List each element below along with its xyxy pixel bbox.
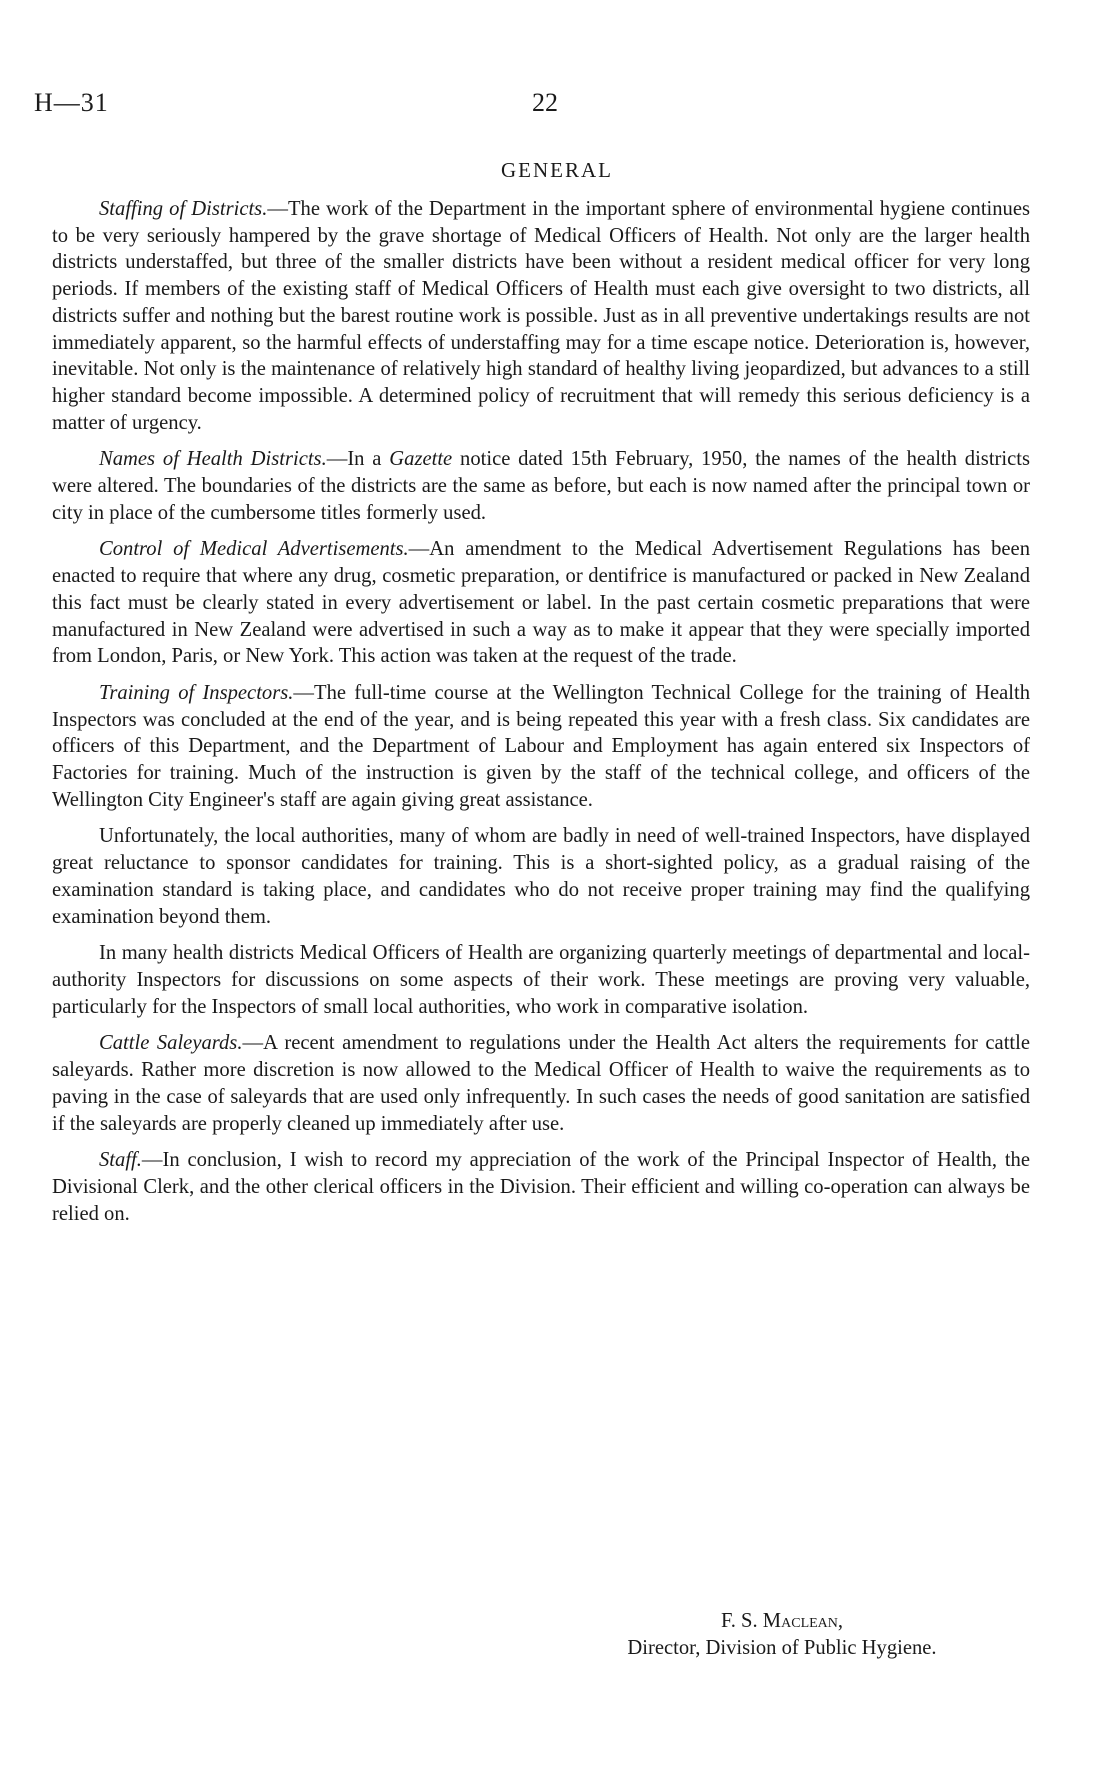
paragraph-title: Names of Health Districts. (99, 448, 327, 471)
paragraph-title: Cattle Saleyards. (99, 1032, 243, 1055)
section-heading: GENERAL (501, 158, 613, 182)
gazette-reference: Gazette (389, 448, 453, 471)
paragraph-staffing-of-districts (52, 196, 1030, 436)
paragraph-text: —In conclusion, I wish to record my appreciation of the work of the Principal Inspector of Health, the Divisional Clerk, and the other clerical officers in the Division. Their efficient and willing co-operation can always be relied on. (52, 1149, 1030, 1225)
document-code: H—31 (34, 88, 109, 117)
document-body (52, 196, 1030, 1237)
page-number: 22 (532, 88, 558, 117)
paragraph-text: —The full-time course at the Wellington Technical College for the training of Health Inspectors was concluded at the end of the year, and is being repeated this year with a fresh class. Six candidates are officers of this Department, and the Department of Labour and Employment has again entered six Inspectors of Factories for training. Much of the instruction is given by the staff of the technical college, and officers of the Wellington City Engineer's staff are again giving great assistance. (52, 681, 1030, 811)
signatory-name: F. S. Maclean, (720, 1610, 844, 1632)
signature-block (562, 1608, 1002, 1662)
paragraph-title: Training of Inspectors. (99, 681, 294, 704)
paragraph-text: notice dated 15th February, 1950, the names of the health districts were altered. The boundaries of the districts are the same as before, but each is now named after the principal town or city in place of the cumbersome titles formerly used. (52, 448, 1030, 524)
paragraph-text: —A recent amendment to regulations under the Health Act alters the requirements for cattle saleyards. Rather more discretion is now allowed to the Medical Officer of Health to waive the requirements as to paving in the case of saleyards that are used only infrequently. In such cases the needs of good sanitation are satisfied if the saleyards are properly cleaned up immediately after use. (52, 1032, 1030, 1135)
paragraph-title: Control of Medical Advertisements. (99, 538, 409, 561)
paragraph-names-of-health-districts (52, 446, 1030, 526)
paragraph-control-of-medical-advertisements (52, 536, 1030, 670)
paragraph-text: —An amendment to the Medical Advertisement Regulations has been enacted to require that where any drug, cosmetic preparation, or dentifrice is manufactured or packed in New Zealand this fact must be clearly stated in every advertisement or label. In the past certain cosmetic preparations that were manufactured in New Zealand were advertised in such a way as to make it appear that they were specially imported from London, Paris, or New York. This action was taken at the request of the trade. (52, 538, 1030, 668)
paragraph-local-authorities (52, 823, 1030, 930)
paragraph-quarterly-meetings (52, 940, 1030, 1020)
paragraph-text-lead: —In a (326, 448, 390, 471)
paragraph-staff (52, 1147, 1030, 1227)
paragraph-text: —The work of the Department in the important sphere of environmental hygiene continues to be very seriously hampered by the grave shortage of Medical Officers of Health. Not only are the larger health districts understaffed, but three of the smaller districts have been without a resident medical officer for very long periods. If members of the existing staff of Medical Officers of Health must each give oversight to two districts, all districts suffer and nothing but the barest routine work is possible. Just as in all preventive undertakings results are not immediately apparent, so the harmful effects of understaffing may for a time escape notice. Deterioration is, however, inevitable. Not only is the maintenance of relatively high standard of healthy living jeopardized, but advances to a still higher standard become impossible. A determined policy of recruitment that will remedy this serious deficiency is a matter of urgency. (52, 198, 1031, 434)
paragraph-title: Staffing of Districts. (99, 198, 268, 220)
paragraph-training-of-inspectors (52, 680, 1030, 814)
signatory-title: Director, Division of Public Hygiene. (627, 1637, 937, 1659)
paragraph-text: In many health districts Medical Officers of Health are organizing quarterly meetings of departmental and local-authority Inspectors for discussions on some aspects of their work. These meetings are proving very valuable, particularly for the Inspectors of small local authorities, who work in comparative isolation. (52, 942, 1030, 1018)
paragraph-text: Unfortunately, the local authorities, many of whom are badly in need of well-trained Inspectors, have displayed great reluctance to sponsor candidates for training. This is a short-sighted policy, as a gradual raising of the examination standard is taking place, and candidates who do not receive proper training may find the qualifying examination beyond them. (52, 825, 1030, 928)
paragraph-cattle-saleyards (52, 1030, 1030, 1137)
paragraph-title: Staff. (99, 1149, 142, 1172)
